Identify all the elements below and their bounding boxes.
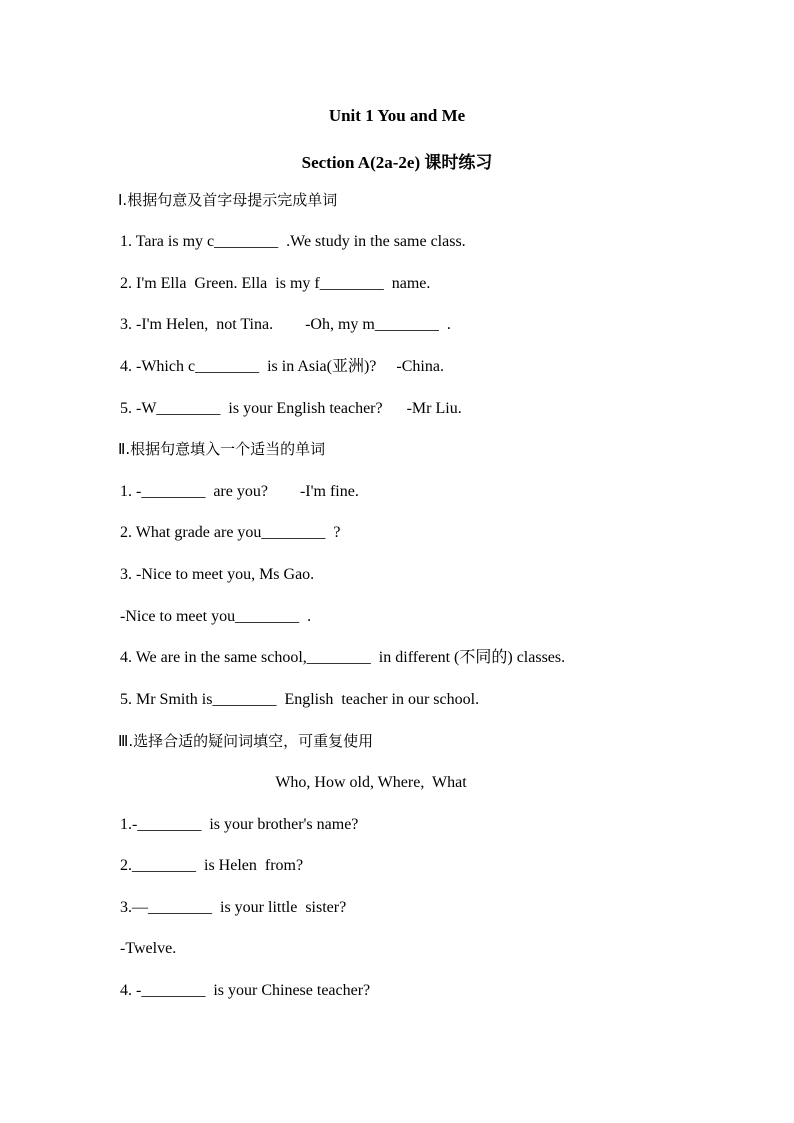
section-2-item-3-reply: -Nice to meet you________ . (120, 608, 312, 625)
word-bank: Who, How old, Where, What (275, 774, 467, 791)
section-2-item-3: 3. -Nice to meet you, Ms Gao. (120, 566, 315, 583)
section-2-item-5: 5. Mr Smith is________ English teacher in our school. (120, 691, 480, 708)
section-2-heading: Ⅱ.根据句意填入一个适当的单词 (118, 440, 326, 458)
section-1-item-5: 5. -W________ is your English teacher? -Mr Liu. (120, 400, 462, 417)
section-2-item-1: 1. -________ are you? -I'm fine. (120, 483, 359, 500)
section-3-item-1: 1.-________ is your brother's name? (120, 816, 359, 833)
page-subtitle: Section A(2a-2e) 课时练习 (301, 153, 493, 172)
section-3-item-3-reply: -Twelve. (120, 940, 177, 957)
section-2-item-4: 4. We are in the same school,________ in different (不同的) classes. (120, 649, 566, 666)
section-2-item-2: 2. What grade are you________ ? (120, 524, 341, 541)
page-title: Unit 1 You and Me (328, 106, 466, 125)
section-1-item-4: 4. -Which c________ is in Asia(亚洲)? -China. (120, 358, 444, 375)
section-3-item-4: 4. -________ is your Chinese teacher? (120, 982, 371, 999)
section-1-item-2: 2. I'm Ella Green. Ella is my f________ name. (120, 275, 431, 292)
section-3-item-2: 2.________ is Helen from? (120, 857, 304, 874)
section-3-item-3: 3.—________ is your little sister? (120, 899, 347, 916)
section-3-heading: Ⅲ.选择合适的疑问词填空，可重复使用 (118, 732, 374, 750)
section-1-heading: I.根据句意及首字母提示完成单词 (118, 191, 338, 209)
section-1-item-3: 3. -I'm Helen, not Tina. -Oh, my m________ . (120, 316, 451, 333)
section-1-item-1: 1. Tara is my c________ .We study in the same class. (120, 233, 466, 250)
